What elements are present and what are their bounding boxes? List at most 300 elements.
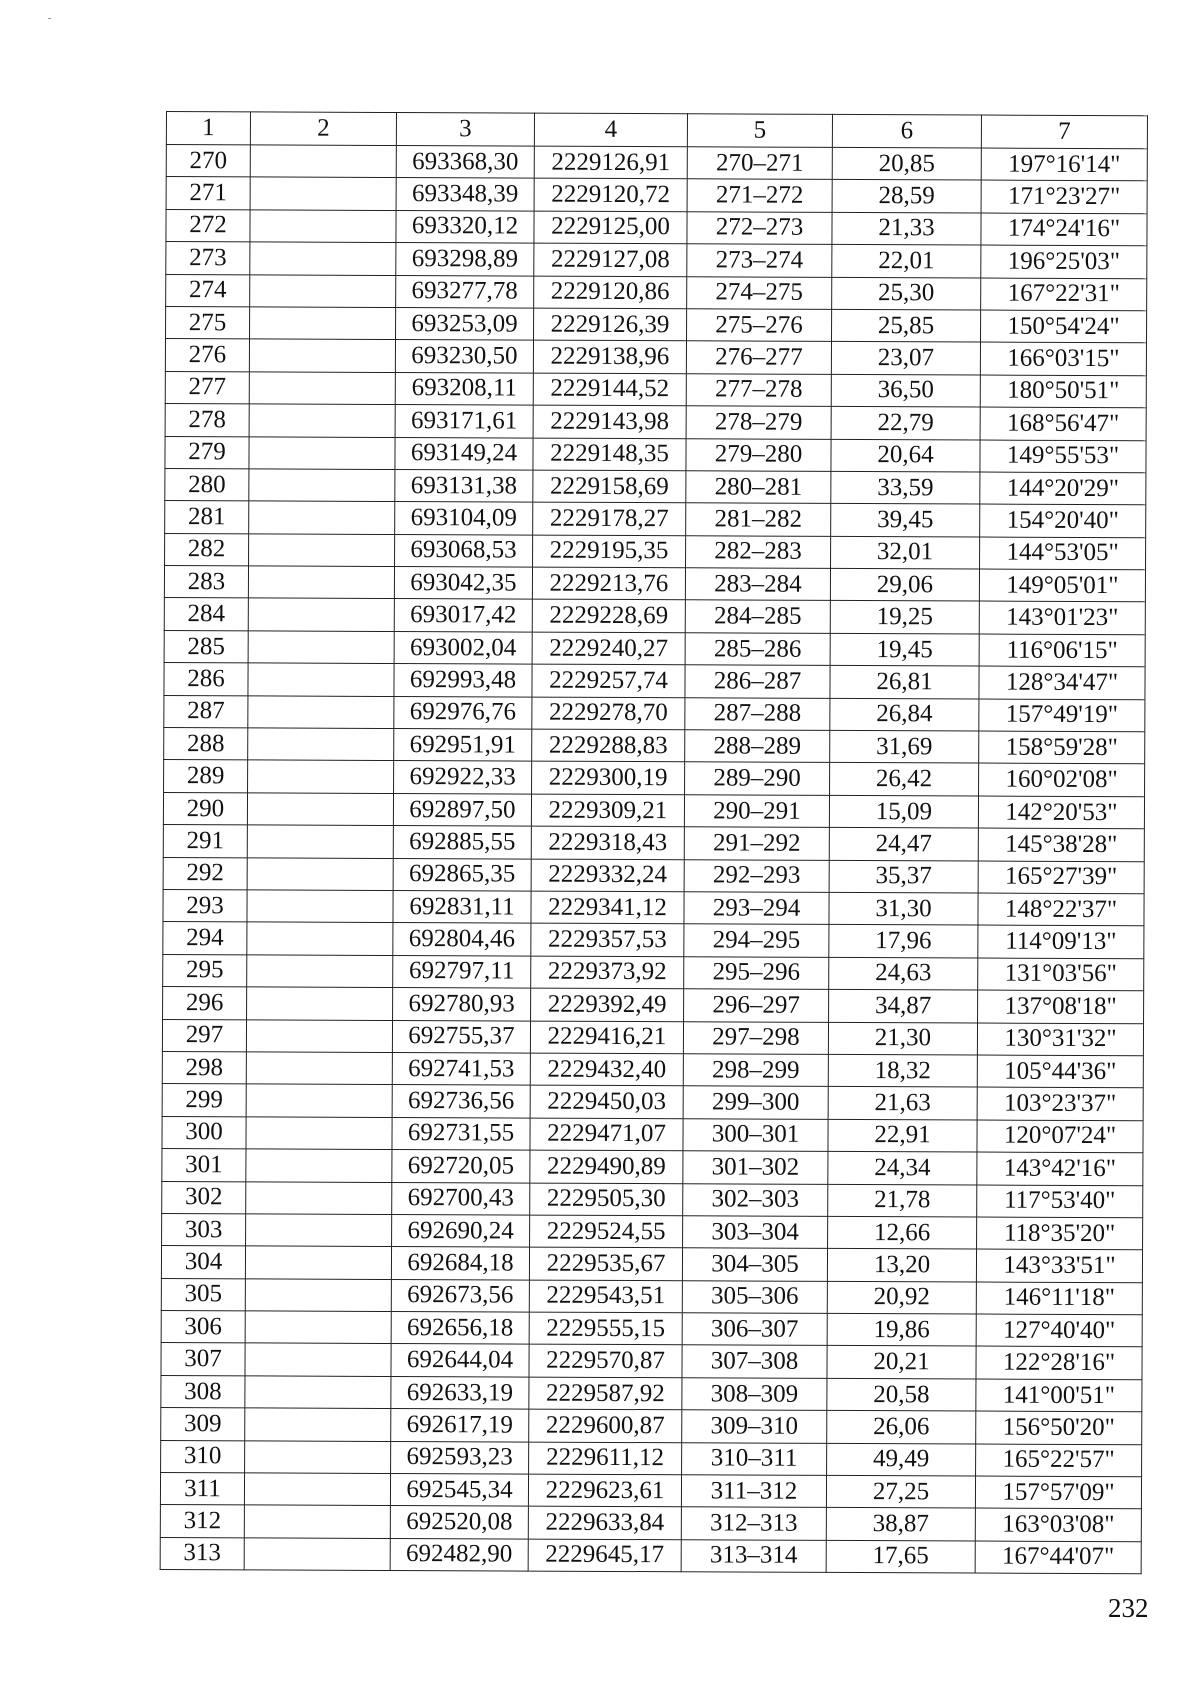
point-number-cell: 281 — [165, 501, 249, 534]
distance-cell: 13,20 — [827, 1249, 976, 1282]
empty-cell-cell — [250, 242, 396, 275]
table-row — [164, 630, 1145, 667]
segment-cell: 273–274 — [687, 244, 832, 277]
y-coordinate-cell: 2229120,86 — [534, 276, 687, 309]
segment-cell: 288–289 — [685, 730, 830, 763]
segment-cell: 276–277 — [686, 341, 831, 374]
segment-cell: 309–310 — [682, 1410, 827, 1443]
bearing-angle-cell: 145°38'28" — [978, 828, 1144, 861]
bearing-angle-cell: 149°55'53" — [980, 440, 1146, 473]
x-coordinate-cell: 693068,53 — [395, 534, 533, 567]
point-number-cell: 283 — [164, 566, 248, 599]
empty-cell-cell — [245, 1376, 391, 1409]
segment-cell: 313–314 — [681, 1540, 826, 1573]
x-coordinate-cell: 692656,18 — [391, 1312, 529, 1345]
point-number-cell: 285 — [164, 630, 248, 663]
table-row — [163, 987, 1144, 1024]
empty-cell-cell — [248, 728, 394, 761]
y-coordinate-cell: 2229450,03 — [530, 1085, 683, 1118]
point-number-cell: 277 — [165, 371, 249, 404]
empty-cell-cell — [245, 1408, 391, 1441]
bearing-angle-cell: 171°23'27" — [981, 180, 1147, 213]
bearing-angle-cell: 105°44'36" — [977, 1055, 1143, 1088]
y-coordinate-cell: 2229570,87 — [529, 1345, 682, 1378]
segment-cell: 293–294 — [684, 892, 829, 925]
bearing-angle-cell: 157°57'09" — [975, 1476, 1141, 1509]
segment-cell: 294–295 — [684, 924, 829, 957]
y-coordinate-cell: 2229125,00 — [534, 211, 687, 244]
x-coordinate-cell: 692482,90 — [390, 1538, 528, 1571]
point-number-cell: 303 — [162, 1213, 246, 1246]
empty-cell-cell — [246, 1149, 392, 1182]
x-coordinate-cell: 692741,53 — [392, 1052, 530, 1085]
bearing-angle-cell: 167°22'31" — [981, 278, 1147, 311]
empty-cell-cell — [247, 955, 393, 988]
empty-cell-cell — [245, 1343, 391, 1376]
distance-cell: 21,78 — [828, 1184, 977, 1217]
empty-cell-cell — [246, 1117, 392, 1150]
segment-cell: 289–290 — [685, 762, 830, 795]
empty-cell-cell — [247, 857, 393, 890]
distance-cell: 21,33 — [832, 212, 981, 245]
bearing-angle-cell: 137°08'18" — [978, 990, 1144, 1023]
distance-cell: 22,01 — [832, 245, 981, 278]
x-coordinate-cell: 692897,50 — [393, 793, 531, 826]
bearing-angle-cell: 163°03'08" — [975, 1508, 1141, 1541]
y-coordinate-cell: 2229332,24 — [531, 859, 684, 892]
table-row — [166, 306, 1147, 343]
segment-cell: 311–312 — [681, 1475, 826, 1508]
table-row — [162, 1149, 1143, 1186]
bearing-angle-cell: 154°20'40" — [980, 504, 1146, 537]
point-number-cell: 292 — [163, 857, 247, 890]
column-header-3: 3 — [396, 113, 534, 147]
table-row — [161, 1375, 1142, 1412]
distance-cell: 26,81 — [830, 666, 979, 699]
y-coordinate-cell: 2229228,69 — [532, 600, 685, 633]
point-number-cell: 296 — [163, 987, 247, 1020]
point-number-cell: 310 — [161, 1440, 245, 1473]
distance-cell: 33,59 — [831, 471, 980, 504]
x-coordinate-cell: 692976,76 — [394, 696, 532, 729]
empty-cell-cell — [246, 1181, 392, 1214]
point-number-cell: 311 — [160, 1473, 244, 1506]
y-coordinate-cell: 2229257,74 — [532, 664, 685, 697]
empty-cell-cell — [248, 696, 394, 729]
table-row — [162, 1213, 1143, 1250]
y-coordinate-cell: 2229357,53 — [531, 923, 684, 956]
empty-cell-cell — [248, 760, 394, 793]
distance-cell: 32,01 — [831, 536, 980, 569]
empty-cell-cell — [249, 534, 395, 567]
bearing-angle-cell: 143°33'51" — [976, 1249, 1142, 1282]
table-row — [163, 857, 1144, 894]
segment-cell: 296–297 — [684, 989, 829, 1022]
y-coordinate-cell: 2229645,17 — [528, 1539, 681, 1572]
x-coordinate-cell: 693131,38 — [395, 469, 533, 502]
point-number-cell: 307 — [161, 1343, 245, 1376]
y-coordinate-cell: 2229120,72 — [534, 178, 687, 211]
segment-cell: 291–292 — [684, 827, 829, 860]
distance-cell: 12,66 — [828, 1216, 977, 1249]
empty-cell-cell — [247, 922, 393, 955]
table-row — [160, 1537, 1141, 1574]
segment-cell: 278–279 — [686, 406, 831, 439]
table-row — [165, 339, 1146, 376]
empty-cell-cell — [249, 404, 395, 437]
table-row — [162, 1084, 1143, 1121]
bearing-angle-cell: 117°53'40" — [977, 1185, 1143, 1218]
empty-cell-cell — [249, 501, 395, 534]
x-coordinate-cell: 692831,11 — [393, 890, 531, 923]
table-row — [161, 1440, 1142, 1477]
distance-cell: 21,63 — [828, 1087, 977, 1120]
point-number-cell: 273 — [166, 242, 250, 275]
segment-cell: 301–302 — [683, 1151, 828, 1184]
point-number-cell: 280 — [165, 468, 249, 501]
x-coordinate-cell: 692700,43 — [392, 1182, 530, 1215]
segment-cell: 282–283 — [686, 535, 831, 568]
segment-cell: 272–273 — [687, 212, 832, 245]
empty-cell-cell — [249, 436, 395, 469]
bearing-angle-cell: 103°23'37" — [977, 1087, 1143, 1120]
segment-cell: 295–296 — [684, 957, 829, 990]
distance-cell: 39,45 — [831, 504, 980, 537]
distance-cell: 22,91 — [828, 1119, 977, 1152]
point-number-cell: 304 — [161, 1246, 245, 1279]
x-coordinate-cell: 693002,04 — [394, 631, 532, 664]
distance-cell: 35,37 — [829, 860, 978, 893]
point-number-cell: 299 — [162, 1084, 246, 1117]
y-coordinate-cell: 2229600,87 — [529, 1409, 682, 1442]
distance-cell: 36,50 — [831, 374, 980, 407]
segment-cell: 290–291 — [684, 795, 829, 828]
segment-cell: 299–300 — [683, 1086, 828, 1119]
table-header-row — [166, 112, 1147, 149]
x-coordinate-cell: 692720,05 — [392, 1150, 530, 1183]
page-number: 232 — [1108, 1593, 1149, 1623]
empty-cell-cell — [246, 1084, 392, 1117]
empty-cell-cell — [245, 1246, 391, 1279]
y-coordinate-cell: 2229126,91 — [534, 146, 687, 179]
bearing-angle-cell: 150°54'24" — [980, 310, 1146, 343]
bearing-angle-cell: 144°53'05" — [980, 537, 1146, 570]
segment-cell: 285–286 — [685, 633, 830, 666]
empty-cell-cell — [249, 372, 395, 405]
segment-cell: 300–301 — [683, 1118, 828, 1151]
segment-cell: 274–275 — [687, 276, 832, 309]
empty-cell-cell — [245, 1440, 391, 1473]
table-row — [166, 274, 1147, 311]
y-coordinate-cell: 2229341,12 — [531, 891, 684, 924]
x-coordinate-cell: 693171,61 — [395, 405, 533, 438]
segment-cell: 310–311 — [682, 1442, 827, 1475]
x-coordinate-cell: 692633,19 — [391, 1376, 529, 1409]
y-coordinate-cell: 2229373,92 — [531, 956, 684, 989]
x-coordinate-cell: 692673,56 — [391, 1279, 529, 1312]
x-coordinate-cell: 692520,08 — [390, 1506, 528, 1539]
point-number-cell: 309 — [161, 1408, 245, 1441]
point-number-cell: 272 — [166, 209, 250, 242]
x-coordinate-cell: 692951,91 — [394, 729, 532, 762]
table-row — [160, 1473, 1141, 1510]
point-number-cell: 270 — [166, 145, 250, 178]
table-row — [161, 1343, 1142, 1380]
distance-cell: 20,85 — [832, 147, 981, 180]
distance-cell: 28,59 — [832, 180, 981, 213]
empty-cell-cell — [250, 177, 396, 210]
empty-cell-cell — [244, 1473, 390, 1506]
y-coordinate-cell: 2229148,35 — [533, 438, 686, 471]
point-number-cell: 279 — [165, 436, 249, 469]
y-coordinate-cell: 2229555,15 — [529, 1312, 682, 1345]
y-coordinate-cell: 2229300,19 — [532, 762, 685, 795]
x-coordinate-cell: 693017,42 — [394, 599, 532, 632]
segment-cell: 292–293 — [684, 859, 829, 892]
y-coordinate-cell: 2229195,35 — [533, 535, 686, 568]
empty-cell-cell — [250, 145, 396, 178]
empty-cell-cell — [246, 1214, 392, 1247]
point-number-cell: 301 — [162, 1149, 246, 1182]
x-coordinate-cell: 692993,48 — [394, 664, 532, 697]
distance-cell: 21,30 — [828, 1022, 977, 1055]
point-number-cell: 313 — [160, 1537, 244, 1570]
segment-cell: 270–271 — [687, 147, 832, 180]
bearing-angle-cell: 130°31'32" — [977, 1023, 1143, 1056]
point-number-cell: 305 — [161, 1278, 245, 1311]
table-row — [166, 177, 1147, 214]
segment-cell: 302–303 — [683, 1183, 828, 1216]
x-coordinate-cell: 693104,09 — [395, 502, 533, 535]
distance-cell: 26,42 — [830, 763, 979, 796]
y-coordinate-cell: 2229178,27 — [533, 502, 686, 535]
point-number-cell: 287 — [164, 695, 248, 728]
x-coordinate-cell: 692922,33 — [394, 761, 532, 794]
table-row — [163, 889, 1144, 926]
point-number-cell: 306 — [161, 1311, 245, 1344]
distance-cell: 24,63 — [829, 957, 978, 990]
column-header-1: 1 — [166, 112, 250, 145]
x-coordinate-cell: 692865,35 — [393, 858, 531, 891]
y-coordinate-cell: 2229432,40 — [530, 1053, 683, 1086]
x-coordinate-cell: 693208,11 — [395, 372, 533, 405]
distance-cell: 49,49 — [827, 1443, 976, 1476]
empty-cell-cell — [250, 274, 396, 307]
bearing-angle-cell: 160°02'08" — [979, 763, 1145, 796]
table-row — [162, 1116, 1143, 1153]
empty-cell-cell — [244, 1505, 390, 1538]
point-number-cell: 275 — [166, 306, 250, 339]
y-coordinate-cell: 2229158,69 — [533, 470, 686, 503]
table-row — [165, 533, 1146, 570]
empty-cell-cell — [248, 566, 394, 599]
empty-cell-cell — [246, 1052, 392, 1085]
bearing-angle-cell: 131°03'56" — [978, 958, 1144, 991]
distance-cell: 26,06 — [827, 1411, 976, 1444]
y-coordinate-cell: 2229587,92 — [529, 1377, 682, 1410]
y-coordinate-cell: 2229543,51 — [529, 1280, 682, 1313]
x-coordinate-cell: 692736,56 — [392, 1085, 530, 1118]
table-row — [165, 404, 1146, 441]
y-coordinate-cell: 2229288,83 — [532, 729, 685, 762]
segment-cell: 275–276 — [687, 309, 832, 342]
column-header-7: 7 — [981, 115, 1147, 149]
table-row — [164, 566, 1145, 603]
point-number-cell: 290 — [163, 792, 247, 825]
empty-cell-cell — [250, 307, 396, 340]
bearing-angle-cell: 166°03'15" — [980, 342, 1146, 375]
point-number-cell: 294 — [163, 922, 247, 955]
y-coordinate-cell: 2229143,98 — [533, 405, 686, 438]
table-row — [160, 1505, 1141, 1542]
segment-cell: 280–281 — [686, 471, 831, 504]
point-number-cell: 302 — [162, 1181, 246, 1214]
empty-cell-cell — [248, 598, 394, 631]
y-coordinate-cell: 2229633,84 — [528, 1507, 681, 1540]
empty-cell-cell — [247, 890, 393, 923]
bearing-angle-cell: 157°49'19" — [979, 699, 1145, 732]
bearing-angle-cell: 148°22'37" — [978, 893, 1144, 926]
table-row — [164, 598, 1145, 635]
segment-cell: 287–288 — [685, 697, 830, 730]
segment-cell: 279–280 — [686, 438, 831, 471]
empty-cell-cell — [249, 469, 395, 502]
x-coordinate-cell: 692545,34 — [390, 1474, 528, 1507]
point-number-cell: 289 — [164, 760, 248, 793]
distance-cell: 31,30 — [829, 892, 978, 925]
y-coordinate-cell: 2229392,49 — [531, 988, 684, 1021]
bearing-angle-cell: 127°40'40" — [976, 1314, 1142, 1347]
column-header-4: 4 — [534, 113, 687, 147]
bearing-angle-cell: 143°01'23" — [979, 602, 1145, 635]
point-number-cell: 286 — [164, 663, 248, 696]
bearing-angle-cell: 165°22'57" — [976, 1444, 1142, 1477]
x-coordinate-cell: 692797,11 — [393, 955, 531, 988]
segment-cell: 284–285 — [685, 600, 830, 633]
bearing-angle-cell: 143°42'16" — [977, 1152, 1143, 1185]
segment-cell: 277–278 — [686, 374, 831, 407]
x-coordinate-cell: 692755,37 — [392, 1020, 530, 1053]
y-coordinate-cell: 2229611,12 — [529, 1442, 682, 1475]
point-number-cell: 271 — [166, 177, 250, 210]
distance-cell: 19,25 — [830, 601, 979, 634]
point-number-cell: 308 — [161, 1375, 245, 1408]
empty-cell-cell — [246, 1019, 392, 1052]
y-coordinate-cell: 2229309,21 — [531, 794, 684, 827]
empty-cell-cell — [250, 210, 396, 243]
bearing-angle-cell: 116°06'15" — [979, 634, 1145, 667]
table-row — [166, 209, 1147, 246]
y-coordinate-cell: 2229490,89 — [530, 1150, 683, 1183]
table-row — [163, 922, 1144, 959]
y-coordinate-cell: 2229144,52 — [533, 373, 686, 406]
distance-cell: 29,06 — [830, 568, 979, 601]
bearing-angle-cell: 197°16'14" — [981, 148, 1147, 181]
x-coordinate-cell: 693298,89 — [396, 243, 534, 276]
distance-cell: 31,69 — [830, 730, 979, 763]
point-number-cell: 293 — [163, 889, 247, 922]
distance-cell: 20,64 — [831, 439, 980, 472]
bearing-angle-cell: 122°28'16" — [976, 1346, 1142, 1379]
y-coordinate-cell: 2229416,21 — [530, 1021, 683, 1054]
x-coordinate-cell: 692804,46 — [393, 923, 531, 956]
table-row — [161, 1278, 1142, 1315]
bearing-angle-cell: 144°20'29" — [980, 472, 1146, 505]
column-header-5: 5 — [687, 114, 832, 148]
bearing-angle-cell: 146°11'18" — [976, 1282, 1142, 1315]
point-number-cell: 298 — [162, 1051, 246, 1084]
x-coordinate-cell: 692731,55 — [392, 1117, 530, 1150]
segment-cell: 283–284 — [685, 568, 830, 601]
empty-cell-cell — [247, 793, 393, 826]
bearing-angle-cell: 141°00'51" — [976, 1379, 1142, 1412]
distance-cell: 19,45 — [830, 633, 979, 666]
table-row — [165, 501, 1146, 538]
x-coordinate-cell: 693277,78 — [396, 275, 534, 308]
distance-cell: 24,34 — [828, 1152, 977, 1185]
point-number-cell: 278 — [165, 404, 249, 437]
point-number-cell: 300 — [162, 1116, 246, 1149]
segment-cell: 303–304 — [683, 1216, 828, 1249]
y-coordinate-cell: 2229213,76 — [532, 567, 685, 600]
segment-cell: 305–306 — [682, 1280, 827, 1313]
table-row — [161, 1246, 1142, 1283]
segment-cell: 308–309 — [682, 1378, 827, 1411]
x-coordinate-cell: 693368,30 — [396, 146, 534, 179]
bearing-angle-cell: 118°35'20" — [977, 1217, 1143, 1250]
table-row — [163, 954, 1144, 991]
bearing-angle-cell: 142°20'53" — [978, 796, 1144, 829]
x-coordinate-cell: 693042,35 — [394, 567, 532, 600]
bearing-angle-cell: 174°24'16" — [981, 213, 1147, 246]
distance-cell: 15,09 — [829, 795, 978, 828]
distance-cell: 34,87 — [829, 990, 978, 1023]
distance-cell: 17,96 — [829, 925, 978, 958]
table-row — [165, 371, 1146, 408]
segment-cell: 281–282 — [686, 503, 831, 536]
segment-cell: 304–305 — [682, 1248, 827, 1281]
x-coordinate-cell: 692617,19 — [391, 1409, 529, 1442]
table-row — [165, 436, 1146, 473]
x-coordinate-cell: 692885,55 — [393, 826, 531, 859]
y-coordinate-cell: 2229278,70 — [532, 697, 685, 730]
x-coordinate-cell: 693149,24 — [395, 437, 533, 470]
distance-cell: 18,32 — [828, 1054, 977, 1087]
y-coordinate-cell: 2229127,08 — [534, 243, 687, 276]
segment-cell: 297–298 — [683, 1021, 828, 1054]
distance-cell: 27,25 — [826, 1475, 975, 1508]
x-coordinate-cell: 692593,23 — [391, 1441, 529, 1474]
empty-cell-cell — [248, 663, 394, 696]
column-header-6: 6 — [832, 114, 981, 148]
empty-cell-cell — [247, 825, 393, 858]
table-row — [161, 1408, 1142, 1445]
bearing-angle-cell: 120°07'24" — [977, 1120, 1143, 1153]
distance-cell: 22,79 — [831, 407, 980, 440]
empty-cell-cell — [249, 339, 395, 372]
table-row — [162, 1181, 1143, 1218]
table-row — [162, 1051, 1143, 1088]
table-row — [164, 760, 1145, 797]
distance-cell: 20,58 — [827, 1378, 976, 1411]
column-header-2: 2 — [250, 112, 396, 146]
y-coordinate-cell: 2229138,96 — [533, 340, 686, 373]
table-row — [161, 1311, 1142, 1348]
table-row — [164, 728, 1145, 765]
bearing-angle-cell: 114°09'13" — [978, 925, 1144, 958]
distance-cell: 23,07 — [831, 342, 980, 375]
point-number-cell: 312 — [160, 1505, 244, 1538]
